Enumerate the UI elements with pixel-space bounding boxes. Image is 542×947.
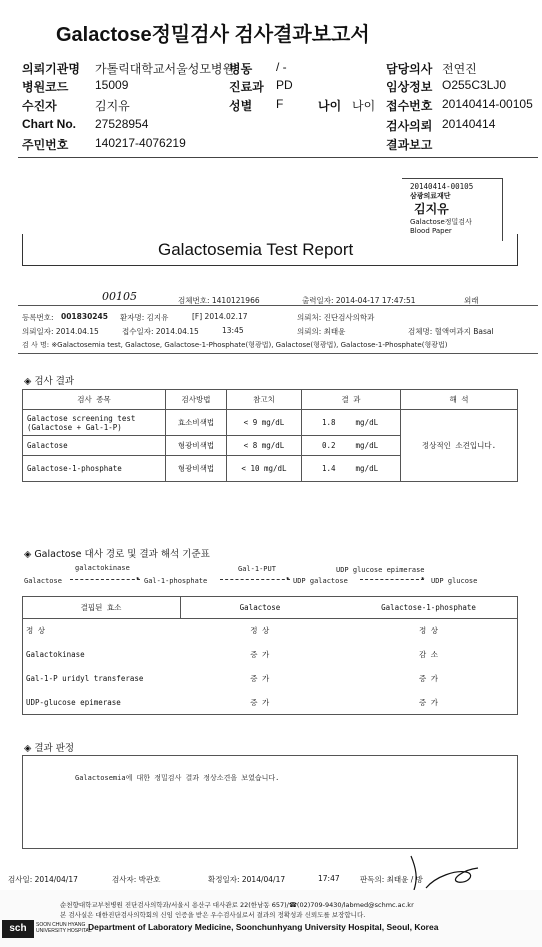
- pathway-udp-glc: UDP glucose: [431, 577, 478, 585]
- collect-time: 13:45: [222, 326, 244, 335]
- label-age: 나이: [318, 99, 342, 113]
- arrow-head-2: ▸: [286, 574, 291, 582]
- sticker-test: Galactose정밀검사: [410, 218, 472, 226]
- test-ref: < 10 mg/dL: [227, 456, 302, 482]
- result-unit: mg/dL: [355, 441, 379, 450]
- sticker-org: 삼광의료재단: [410, 192, 451, 200]
- reg-no: 001830245: [61, 312, 108, 321]
- pathway-galactose: Galactose: [24, 577, 62, 585]
- result-value: 1.4: [322, 464, 336, 473]
- results-header-row: [23, 390, 518, 410]
- pathway-enzyme-galactokinase: galactokinase: [75, 564, 130, 572]
- label-sex: 성별: [229, 99, 253, 113]
- pathway-gal1p: Gal-1-phosphate: [144, 577, 208, 585]
- enzyme-cell: Galactokinase: [26, 650, 85, 659]
- value-age: 나이: [352, 99, 376, 113]
- galactose-cell: 정 상: [250, 626, 270, 636]
- sticker-accession: 20140414-00105: [410, 182, 474, 191]
- result-value: 0.2: [322, 441, 336, 450]
- pathway-arrow-2: [220, 579, 290, 580]
- label-rrn: 주민번호: [22, 138, 69, 152]
- table-row: [22, 691, 518, 715]
- pathway-section-title: ◈ Galactose 대사 경로 및 결과 해석 기준표: [24, 549, 210, 560]
- table-row: [22, 667, 518, 691]
- collect-date: 접수일자: 2014.04.15: [122, 327, 199, 336]
- value-dept: PD: [276, 78, 293, 92]
- confirm-date: 확정일자: 2014/04/17: [208, 875, 286, 884]
- info-bottom-rule: [18, 353, 538, 354]
- info-top-rule: [18, 305, 538, 306]
- test-name: Galactose screening test (Galactose + Gal-1-P): [23, 410, 166, 436]
- request-date: 의뢰일자: 2014.04.15: [22, 327, 99, 336]
- test-date: 검사일: 2014/04/17: [8, 875, 78, 884]
- value-chart-no: 27528954: [95, 117, 149, 131]
- lab-address: 순천향대학교부천병원 진단검사의학과/서울시 용산구 대사관로 22(한남동 657)/☎(02)709-9430/labmed@schmc.ac.kr: [60, 901, 414, 909]
- results-table: [22, 389, 518, 482]
- result-value: 1.8: [322, 418, 336, 427]
- department-line: Department of Laboratory Medicine, Soonchunhyang University Hospital, Seoul, Korea: [88, 922, 439, 932]
- result-unit: mg/dL: [355, 464, 379, 473]
- col-test: 검사 종목: [23, 390, 166, 410]
- interpretation: 정상적인 소견입니다.: [401, 410, 518, 482]
- english-report-title: Galactosemia Test Report: [158, 240, 354, 259]
- pathway-arrow-1: [70, 579, 140, 580]
- enzyme-cell: Gal-1-P uridyl transferase: [26, 674, 144, 683]
- sex-birth: [F] 2014.02.17: [192, 312, 248, 321]
- sticker-specimen: Blood Paper: [410, 227, 452, 235]
- label-chart-no: Chart No.: [22, 117, 76, 131]
- visit-source: 외래: [464, 296, 479, 305]
- value-ward: / -: [276, 60, 287, 74]
- col-gal1p: Galactose-1-phosphate: [339, 597, 518, 619]
- handwritten-number: 00105: [102, 290, 137, 303]
- table-row: [23, 410, 518, 436]
- label-request: 검사의뢰: [386, 119, 433, 133]
- enzyme-cell: 정 상: [26, 626, 46, 636]
- table-row: [22, 619, 518, 643]
- arrow-head-1: ▸: [136, 574, 141, 582]
- value-hospital: 가톨릭대학교서울성모병원: [95, 62, 235, 76]
- tester: 검사자: 박관호: [112, 875, 161, 884]
- specimen-label-sticker: [402, 178, 503, 241]
- enzyme-cell: UDP-glucose epimerase: [26, 697, 121, 707]
- test-name: Galactose: [23, 436, 166, 456]
- col-ref: 참고치: [227, 390, 302, 410]
- gal1p-cell: 증 가: [418, 697, 438, 707]
- gal1p-cell: 증 가: [418, 674, 438, 683]
- test-ref: < 9 mg/dL: [227, 410, 302, 436]
- exam-number: 검체번호: 1410121966: [178, 296, 260, 305]
- result-unit: mg/dL: [355, 418, 379, 427]
- label-dept: 진료과: [229, 80, 264, 94]
- box-bottom-edge: [22, 265, 518, 266]
- test-method: 형광비색법: [166, 456, 227, 482]
- col-method: 검사방법: [166, 390, 227, 410]
- pathway-udp-gal: UDP galactose: [293, 577, 348, 585]
- judgement-box: [22, 755, 518, 849]
- value-accession: 20140414-00105: [442, 97, 533, 111]
- confirm-time: 17:47: [318, 874, 340, 883]
- sticker-name: 김지유: [414, 202, 449, 216]
- galactose-cell: 증 가: [250, 674, 270, 683]
- label-patient: 수진자: [22, 99, 57, 113]
- col-galactose: Galactose: [181, 597, 340, 619]
- col-interp: 해 석: [401, 390, 518, 410]
- reg-no-label: 등록번호:: [22, 313, 54, 322]
- requesting-dept: 의뢰처: 진단검사의학과: [297, 313, 375, 322]
- test-result: [302, 410, 401, 436]
- report-title: Galactose정밀검사 검사결과보고서: [56, 24, 370, 46]
- value-clinical-info: O255C3LJ0: [442, 78, 507, 92]
- col-result: 결 과: [302, 390, 401, 410]
- table-row: [22, 643, 518, 667]
- criteria-header-row: [22, 597, 518, 619]
- header-divider: [18, 157, 538, 158]
- galactose-cell: 증 가: [250, 697, 270, 707]
- col-enzyme: 결핍된 효소: [22, 597, 181, 619]
- accreditation-notice: 본 검사실은 대한진단검사의학회의 신임 인증을 받은 우수검사실로서 결과의 정확성과 신뢰도를 보장합니다.: [60, 911, 366, 919]
- hospital-logo-text: [36, 922, 92, 934]
- value-patient: 김지유: [95, 99, 130, 113]
- results-section-title: ◈ 검사 결과: [24, 376, 75, 387]
- judgement-section-title: ◈ 결과 판정: [24, 743, 75, 754]
- label-doctor: 담당의사: [386, 62, 433, 76]
- gal1p-cell: 정 상: [418, 626, 438, 636]
- logo-line-2: UNIVERSITY HOSPITAL: [36, 928, 92, 934]
- galactose-cell: 증 가: [250, 650, 270, 659]
- print-date: 출력일자: 2014-04-17 17:47:51: [302, 296, 416, 305]
- gal1p-cell: 감 소: [418, 650, 438, 659]
- test-method: 형광비색법: [166, 436, 227, 456]
- test-result: [302, 436, 401, 456]
- value-doctor: 전연진: [442, 62, 477, 76]
- test-result: [302, 456, 401, 482]
- criteria-right-edge: [517, 596, 518, 714]
- box-right-edge: [517, 234, 518, 266]
- label-ward: 병동: [229, 62, 253, 76]
- label-accession: 접수번호: [386, 99, 433, 113]
- pathway-arrow-3: [360, 579, 424, 580]
- requesting-doctor: 의뢰의: 최태윤: [297, 327, 346, 336]
- value-request: 20140414: [442, 117, 496, 131]
- hospital-logo-mark: sch: [2, 920, 34, 938]
- logo-line-1: SOON CHUN HYANG: [36, 922, 86, 928]
- judgement-text: Galactosemia에 대한 정밀검사 결과 정상소견을 보였습니다.: [75, 774, 280, 782]
- patient-name: 환자명: 김지유: [120, 313, 169, 322]
- label-clinical-info: 임상정보: [386, 80, 433, 94]
- label-result-report: 결과보고: [386, 138, 433, 152]
- test-name: Galactose-1-phosphate: [23, 456, 166, 482]
- arrow-head-3: ▸: [421, 574, 426, 582]
- criteria-left-edge: [22, 596, 23, 714]
- value-sex: F: [276, 97, 284, 111]
- label-hospital: 의뢰기관명: [22, 62, 80, 76]
- interpretation-criteria-table: [22, 596, 518, 715]
- box-left-edge: [22, 234, 23, 266]
- value-rrn: 140217-4076219: [95, 136, 186, 150]
- test-method: 효소비색법: [166, 410, 227, 436]
- pathway-enzyme-epimerase: UDP glucose epimerase: [336, 566, 425, 574]
- test-ref: < 8 mg/dL: [227, 436, 302, 456]
- specimen-type: 검체명: 혈액여과지 Basal: [408, 327, 494, 336]
- pathway-enzyme-gal1put: Gal-1-PUT: [238, 565, 276, 573]
- value-hospital-code: 15009: [95, 78, 129, 92]
- report-title-box: [22, 234, 518, 266]
- label-hospital-code: 병원코드: [22, 80, 69, 94]
- test-items: 검 사 명: ※Galactosemia test, Galactose, Galactose-1-Phosphate(형광법), Galactose(형광법), Galactose-1-Phosphate(형광법): [22, 341, 448, 349]
- reader: 판독의: 최태윤 / 방: [360, 875, 423, 884]
